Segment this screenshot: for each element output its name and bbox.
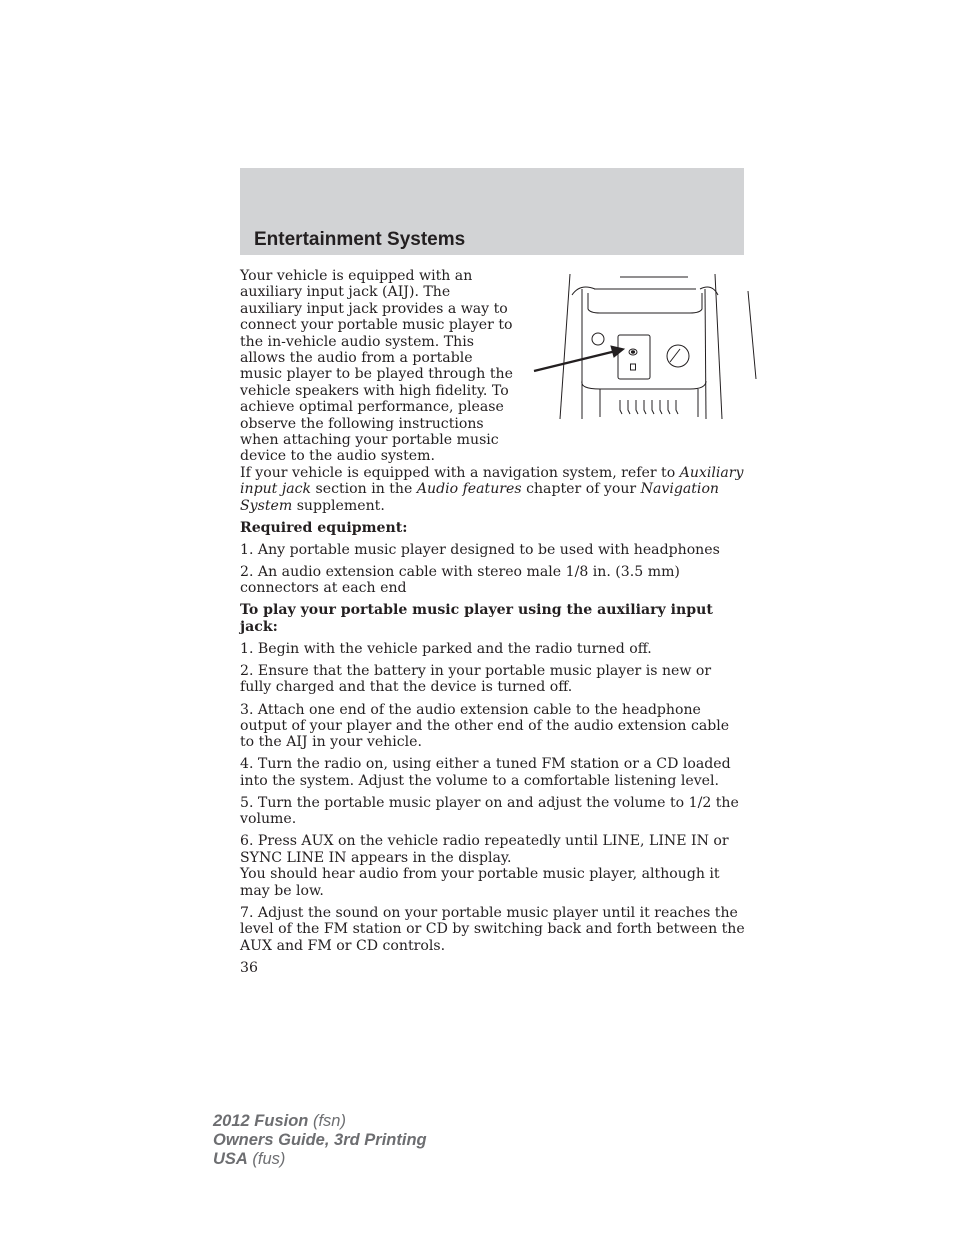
instruction-step: 1. Begin with the vehicle parked and the radio turned off. <box>240 640 652 657</box>
vent-left <box>572 287 595 295</box>
footer-line-guide: Owners Guide, 3rd Printing <box>213 1131 427 1149</box>
instructions-heading: To play your portable music player using the auxiliary input jack: <box>240 602 713 635</box>
footer-line-region: USA (fus) <box>213 1150 286 1168</box>
display-recess <box>588 293 702 313</box>
instruction-note: You should hear audio from your portable music player, although it may be low. <box>240 866 720 899</box>
console-right-inner-edge <box>705 289 706 419</box>
knob-indicator <box>670 349 680 362</box>
power-point-icon <box>631 364 636 370</box>
section-title: Entertainment Systems <box>254 229 466 250</box>
instruction-step: 3. Attach one end of the audio extension cable to the headphone output of your player and the other end of the audio extension cable to the AIJ in your vehicle. <box>240 701 730 751</box>
instruction-step: 5. Turn the portable music player on and adjust the volume to 1/2 the volume. <box>240 794 739 828</box>
document-footer <box>213 1112 427 1169</box>
console-left-edge <box>560 274 570 419</box>
knob-icon <box>667 345 689 367</box>
equipment-item: 2. An audio extension cable with stereo male 1/8 in. (3.5 mm) connectors at each end <box>240 563 680 597</box>
navigation-note: If your vehicle is equipped with a navigation system, refer to Auxiliary input jack section in the Audio features chapter of your Navigation System supplement. <box>240 464 744 514</box>
lower-console-curve <box>582 381 706 389</box>
console-ridges <box>620 400 678 414</box>
console-right-edge <box>715 274 722 419</box>
arrow-line <box>534 350 620 371</box>
door-edge-right <box>748 291 756 379</box>
instruction-step: 4. Turn the radio on, using either a tuned FM station or a CD loaded into the system. Adjust the volume to a comfortable listening level. <box>240 756 731 789</box>
instruction-step: 6. Press AUX on the vehicle radio repeatedly until LINE, LINE IN or SYNC LINE IN appears in the display. <box>240 833 729 866</box>
intro-paragraph: Your vehicle is equipped with an auxiliary input jack (AIJ). The auxiliary input jack provides a way to connect your portable music player to the in-vehicle audio system. This allows the audio from a portable music player to be played through the vehicle speakers with high fidelity. To achieve optimal performance, please observe the following instructions when attaching your portable music device to the audio system. <box>240 268 513 465</box>
aux-jack-illustration <box>520 269 760 437</box>
page-number: 36 <box>240 960 258 976</box>
hazard-button-icon <box>592 333 604 345</box>
instruction-step: 2. Ensure that the battery in your portable music player is new or fully charged and that the device is turned off. <box>240 663 712 696</box>
footer-line-model: 2012 Fusion (fsn) <box>213 1112 346 1130</box>
equipment-item: 1. Any portable music player designed to be used with headphones <box>240 541 720 558</box>
section-header-band <box>240 168 744 255</box>
instruction-step: 7. Adjust the sound on your portable music player until it reaches the level of the FM station or CD by switching back and forth between the AUX and FM or CD controls. <box>240 904 745 954</box>
required-equipment-heading: Required equipment: <box>240 519 408 536</box>
aux-panel <box>618 335 650 379</box>
page-content <box>240 268 746 960</box>
